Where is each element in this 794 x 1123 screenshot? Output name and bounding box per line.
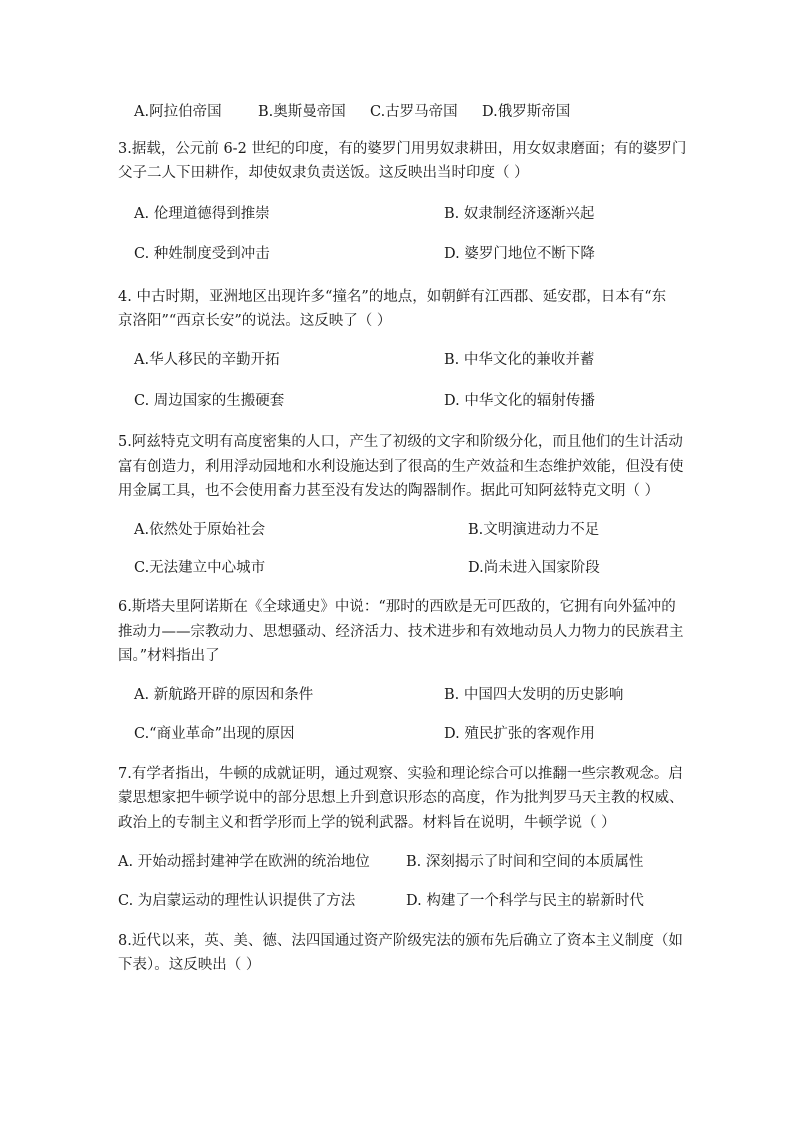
q6-option-c[interactable]: C.“商业革命”出现的原因 <box>134 726 295 742</box>
q4-stem-line-2: 京洛阳”“西京长安”的说法。这反映了（ ） <box>118 313 392 329</box>
q8-stem-line-1: 8.近代以来，英、美、德、法四国通过资产阶级宪法的颁布先后确立了资本主义制度（如 <box>118 933 683 949</box>
q2-option-b[interactable]: B.奥斯曼帝国 <box>258 104 346 120</box>
q4-option-c[interactable]: C. 周边国家的生搬硬套 <box>134 393 285 409</box>
q7-option-a[interactable]: A. 开始动摇封建神学在欧洲的统治地位 <box>118 854 370 870</box>
q3-option-b[interactable]: B. 奴隶制经济逐渐兴起 <box>444 206 595 222</box>
q3-stem-line-1: 3.据载，公元前 6-2 世纪的印度，有的婆罗门用男奴隶耕田，用女奴隶磨面；有的婆罗门 <box>118 141 687 157</box>
q7-option-c[interactable]: C. 为启蒙运动的理性认识提供了方法 <box>118 893 356 909</box>
q4-option-b[interactable]: B. 中华文化的兼收并蓄 <box>444 352 595 368</box>
q5-option-c[interactable]: C.无法建立中心城市 <box>134 560 266 576</box>
q5-stem-line-2: 富有创造力，利用浮动园地和水利设施达到了很高的生产效益和生态维护效能，但没有使 <box>118 459 684 475</box>
q7-option-b[interactable]: B. 深刻揭示了时间和空间的本质属性 <box>406 854 644 870</box>
q3-stem-line-2: 父子二人下田耕作，却使奴隶负责送饭。这反映出当时印度（ ） <box>118 165 529 181</box>
q4-option-a[interactable]: A.华人移民的辛勤开拓 <box>134 352 280 368</box>
q2-option-a[interactable]: A.阿拉伯帝国 <box>134 104 222 120</box>
q7-stem-line-1: 7.有学者指出，牛顿的成就证明，通过观察、实验和理论综合可以推翻一些宗教观念。启 <box>118 766 683 782</box>
q6-option-b[interactable]: B. 中国四大发明的历史影响 <box>444 687 624 703</box>
q3-option-a[interactable]: A. 伦理道德得到推崇 <box>134 206 270 222</box>
q3-option-c[interactable]: C. 种姓制度受到冲击 <box>134 246 270 262</box>
q4-option-d[interactable]: D. 中华文化的辐射传播 <box>444 393 595 409</box>
q5-stem-line-1: 5.阿兹特克文明有高度密集的人口，产生了初级的文字和阶级分化，而且他们的生计活动 <box>118 434 683 450</box>
q5-option-b[interactable]: B.文明演进动力不足 <box>468 522 600 538</box>
q5-option-a[interactable]: A.依然处于原始社会 <box>134 522 266 538</box>
q6-stem-line-1: 6.斯塔夫里阿诺斯在《全球通史》中说：“那时的西欧是无可匹敌的，它拥有向外猛冲的 <box>118 599 676 615</box>
q7-stem-line-3: 政治上的专制主义和哲学形而上学的锐利武器。材料旨在说明，牛顿学说（ ） <box>118 815 616 831</box>
q6-stem-line-2: 推动力——宗教动力、思想骚动、经济活力、技术进步和有效地动员人力物力的民族君主 <box>118 624 684 640</box>
q4-stem-line-1: 4. 中古时期，亚洲地区出现许多“撞名”的地点，如朝鲜有江西郡、延安郡，日本有“东 <box>118 289 667 305</box>
q7-stem-line-2: 蒙思想家把牛顿学说中的部分思想上升到意识形态的高度，作为批判罗马天主教的权威、 <box>118 790 684 806</box>
q7-option-d[interactable]: D. 构建了一个科学与民主的崭新时代 <box>406 893 644 909</box>
q5-option-d[interactable]: D.尚未进入国家阶段 <box>468 560 600 576</box>
q6-option-a[interactable]: A. 新航路开辟的原因和条件 <box>134 687 314 703</box>
q3-option-d[interactable]: D. 婆罗门地位不断下降 <box>444 246 595 262</box>
q5-stem-line-3: 用金属工具，也不会使用畜力甚至没有发达的陶器制作。据此可知阿兹特克文明（ ） <box>118 483 660 499</box>
q6-option-d[interactable]: D. 殖民扩张的客观作用 <box>444 726 595 742</box>
q2-option-c[interactable]: C.古罗马帝国 <box>370 104 458 120</box>
q8-stem-line-2: 下表）。这反映出（ ） <box>118 957 261 973</box>
q2-option-d[interactable]: D.俄罗斯帝国 <box>482 104 571 120</box>
q6-stem-line-3: 国。”材料指出了 <box>118 648 220 664</box>
